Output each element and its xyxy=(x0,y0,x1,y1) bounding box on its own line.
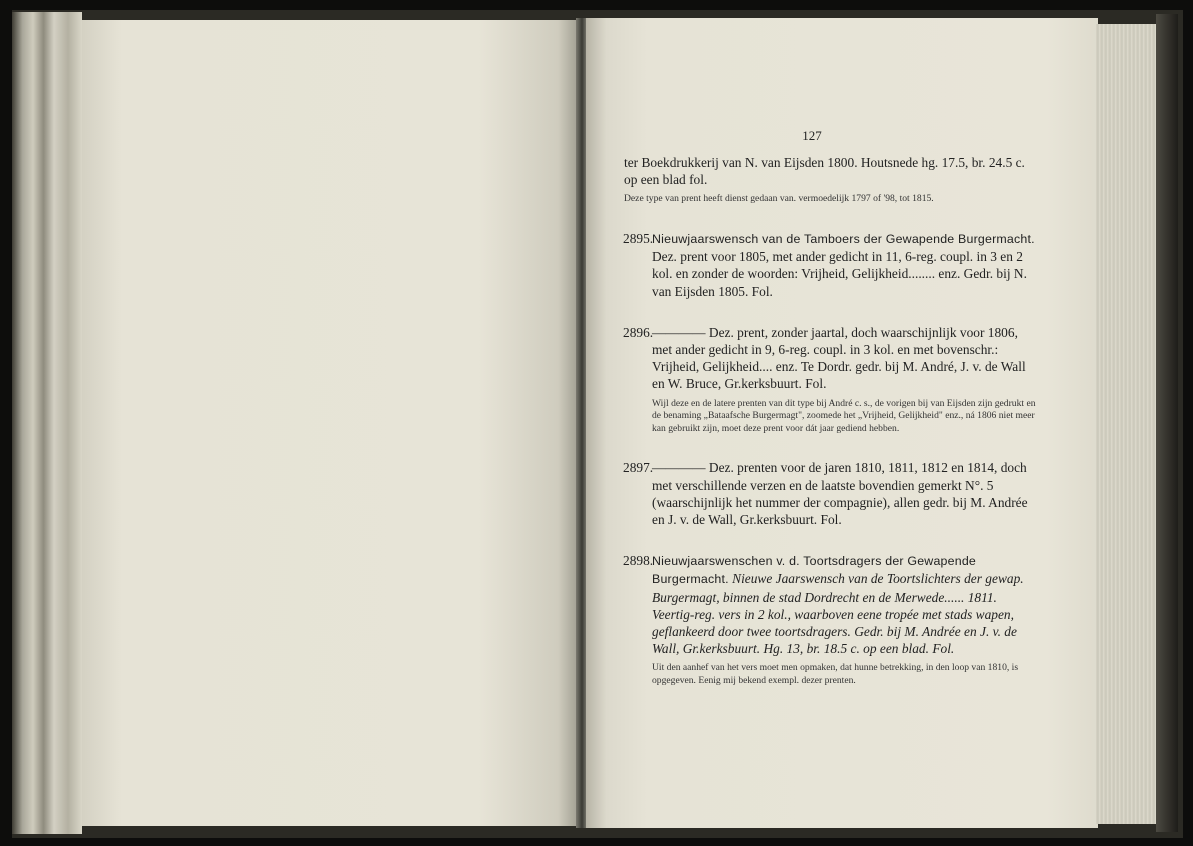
right-cover-edge xyxy=(1156,14,1178,832)
entry-heading: Nieuwjaarswensch van de Tamboers der Gewapende Burgermacht. xyxy=(652,232,1035,246)
entry-2897 xyxy=(624,459,1040,528)
continuation-note: Deze type van prent heeft dienst gedaan van. vermoedelijk 1797 of '98, tot 1815. xyxy=(624,193,934,205)
page-text xyxy=(624,128,1040,688)
continuation-text: ter Boekdrukkerij van N. van Eijsden 1800. Houtsnede hg. 17.5, br. 24.5 c. op een blad fol. xyxy=(624,155,1025,188)
entry-body: Dez. prent voor 1805, met ander gedicht in 11, 6-reg. coupl. in 3 en 2 kol. en zonder de woorden: Vrijheid, Gelijkheid........ enz. Gedr. bij N. van Eijsden 1805. Fol. xyxy=(652,249,1027,299)
entry-number: 2895. xyxy=(623,231,654,246)
entry-body: Dez. prent, zonder jaartal, doch waarschijnlijk voor 1806, met ander gedicht in 9, 6-reg. coupl. in 3 kol. en met bovenschr.: Vrijheid, Gelijkheid.... enz. Te Dordr. gedr. bij M. André, J. v. de Wall en W. Bruce, Gr.kerksbuurt. Fol. xyxy=(652,324,1026,392)
entry-2898 xyxy=(624,552,1040,687)
entry-heading: ———— xyxy=(652,324,706,340)
entry-heading: ———— xyxy=(652,460,706,476)
right-page-edges xyxy=(1096,24,1158,824)
entry-number: 2896. xyxy=(623,324,654,340)
entry-body: Nieuwe Jaarswensch van de Toortslichters der gewap. Burgermagt, binnen de stad Dordrecht en de Merwede...... 1811. Veertig-reg. vers in 2 kol., waarboven eene tropée met stads wapen, geflankeerd door twee toortsdragers. Gedr. bij M. Andrée en J. v. de Wall, Gr.kerksbuurt. Hg. 13, br. 18.5 c. op een blad. Fol. xyxy=(652,571,1024,657)
entry-heading: Nieuwjaarswenschen v. d. Toortsdragers der Gewapende Burgermacht. xyxy=(652,554,977,587)
page-number: 127 xyxy=(802,128,822,143)
entry-2895 xyxy=(624,230,1040,300)
entry-2896 xyxy=(624,324,1040,436)
entry-number: 2898. xyxy=(623,553,654,569)
entry-note: Uit den aanhef van het vers moet men opmaken, dat hunne betrekking, in den loop van 1810, is opgegeven. Eenig mij bekend exempl. dezer prenten. xyxy=(652,662,1019,687)
entry-body: Dez. prenten voor de jaren 1810, 1811, 1812 en 1814, doch met verschillende verzen en de laatste bovendien gemerkt N°. 5 (waarschijnlijk het nummer der compagnie), allen gedr. bij M. Andrée en J. v. de Wall, Gr.kerksbuurt. Fol. xyxy=(652,460,1028,528)
left-blank-page xyxy=(82,20,578,826)
entry-note: Wijl deze en de latere prenten van dit type bij André c. s., de vorigen bij van Eijsden zijn gedrukt en de benaming „Bataafsche Burgermagt", zoomede het „Vrijheid, Gelijkheid" enz., ná 1806 niet meer kan gebruikt zijn, moet deze prent voor dát jaar gediend hebben. xyxy=(652,397,1036,434)
left-cover-edge xyxy=(12,12,82,834)
entry-number: 2897. xyxy=(623,460,654,476)
